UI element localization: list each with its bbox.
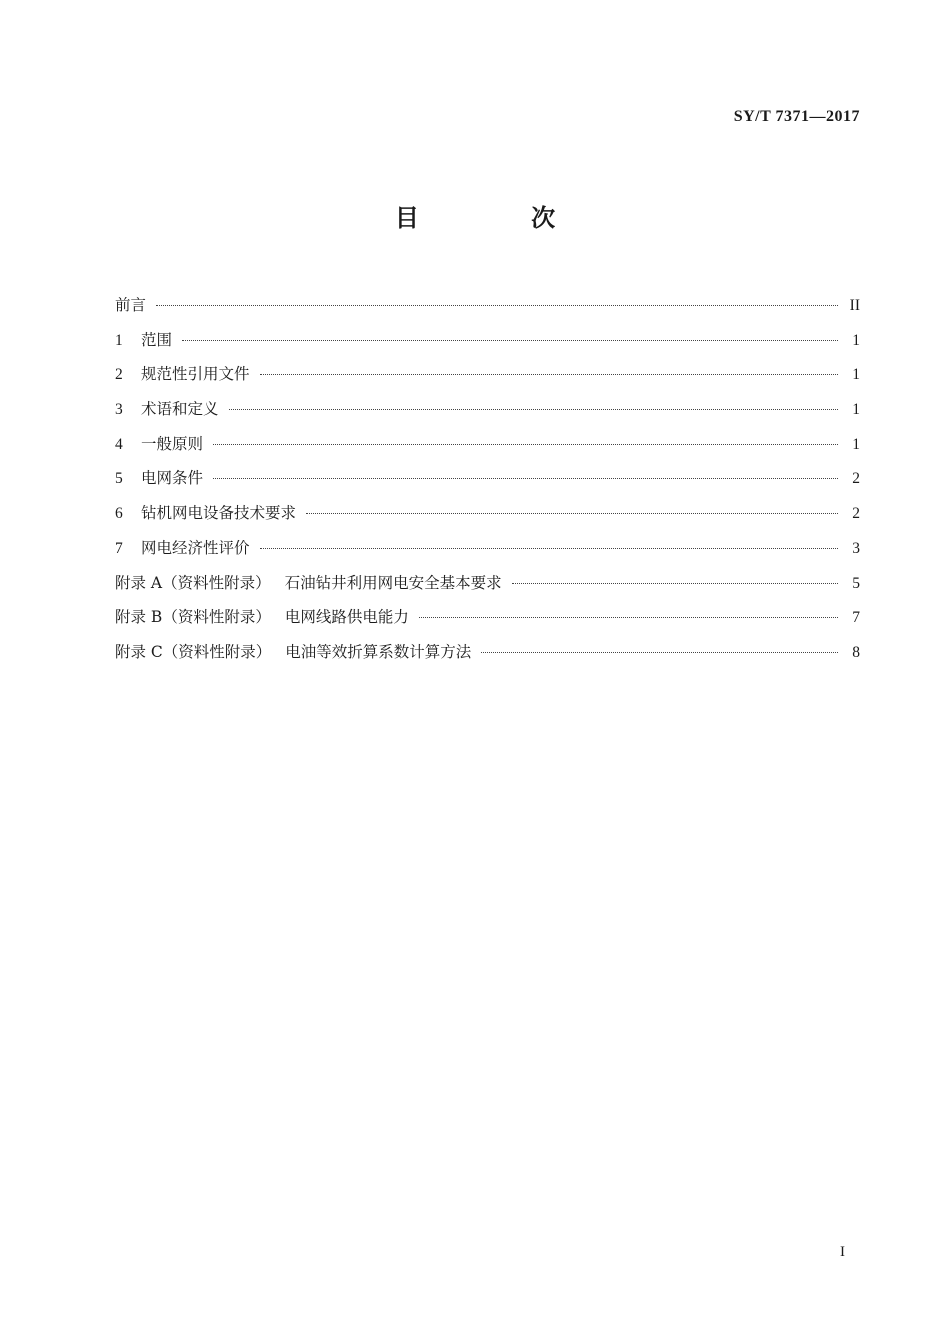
dot-leader	[229, 409, 838, 410]
toc-entry-label: 术语和定义	[141, 400, 219, 419]
toc-entry-appendix-a[interactable]	[115, 566, 860, 601]
dot-leader	[182, 340, 838, 341]
toc-entry-prefix: 附录 B（资料性附录）	[115, 608, 271, 627]
dot-leader	[260, 548, 838, 549]
toc-entry-2[interactable]	[115, 357, 860, 392]
toc-entry-page: 7	[852, 609, 860, 627]
toc-entry-3[interactable]	[115, 392, 860, 427]
toc-entry-label: 网电经济性评价	[141, 538, 250, 557]
dot-leader	[156, 305, 838, 306]
toc-entry-number: 5	[115, 470, 123, 488]
dot-leader	[213, 444, 838, 445]
toc-entry-label: 范围	[141, 330, 173, 349]
toc-entry-5[interactable]	[115, 461, 860, 496]
toc-entry-label: 规范性引用文件	[141, 365, 250, 384]
toc-entry-page: 1	[852, 331, 860, 349]
toc-entry-number: 1	[115, 331, 123, 349]
table-of-contents	[115, 288, 860, 670]
toc-entry-number: 3	[115, 401, 123, 419]
toc-entry-number: 7	[115, 539, 123, 557]
toc-entry-page: 2	[852, 505, 860, 523]
toc-entry-label: 电网线路供电能力	[284, 608, 409, 627]
toc-entry-label: 前言	[115, 296, 147, 314]
toc-entry-label: 电网条件	[141, 469, 204, 488]
dot-leader	[512, 583, 838, 584]
toc-entry-page: 1	[852, 401, 860, 419]
toc-entry-1[interactable]	[115, 323, 860, 358]
toc-entry-foreword[interactable]	[115, 288, 860, 323]
toc-entry-page: 5	[852, 574, 860, 592]
toc-entry-prefix: 附录 C（资料性附录）	[115, 642, 272, 661]
toc-entry-label: 电油等效折算系数计算方法	[285, 642, 472, 661]
dot-leader	[306, 513, 838, 514]
toc-entry-page: 1	[852, 435, 860, 453]
toc-entry-page: 8	[852, 643, 860, 661]
dot-leader	[419, 617, 838, 618]
toc-entry-number: 2	[115, 366, 123, 384]
toc-entry-page: 3	[852, 539, 860, 557]
toc-entry-number: 6	[115, 505, 123, 523]
toc-entry-page: 1	[852, 366, 860, 384]
page-number: I	[840, 1244, 845, 1260]
toc-entry-label: 一般原则	[141, 434, 204, 453]
toc-entry-page: II	[849, 297, 860, 314]
dot-leader	[260, 374, 838, 375]
toc-entry-6[interactable]	[115, 496, 860, 531]
toc-entry-appendix-c[interactable]	[115, 635, 860, 670]
toc-entry-7[interactable]	[115, 531, 860, 566]
toc-entry-label: 钻机网电设备技术要求	[141, 504, 297, 523]
dot-leader	[481, 652, 838, 653]
toc-entry-appendix-b[interactable]	[115, 600, 860, 635]
standard-code: SY/T 7371—2017	[733, 108, 860, 125]
page-title: 目 次	[394, 203, 608, 232]
dot-leader	[213, 478, 838, 479]
toc-entry-4[interactable]	[115, 427, 860, 462]
toc-entry-page: 2	[852, 470, 860, 488]
toc-entry-number: 4	[115, 435, 123, 453]
toc-entry-prefix: 附录 A（资料性附录）	[115, 573, 271, 592]
toc-entry-label: 石油钻井利用网电安全基本要求	[284, 573, 502, 592]
